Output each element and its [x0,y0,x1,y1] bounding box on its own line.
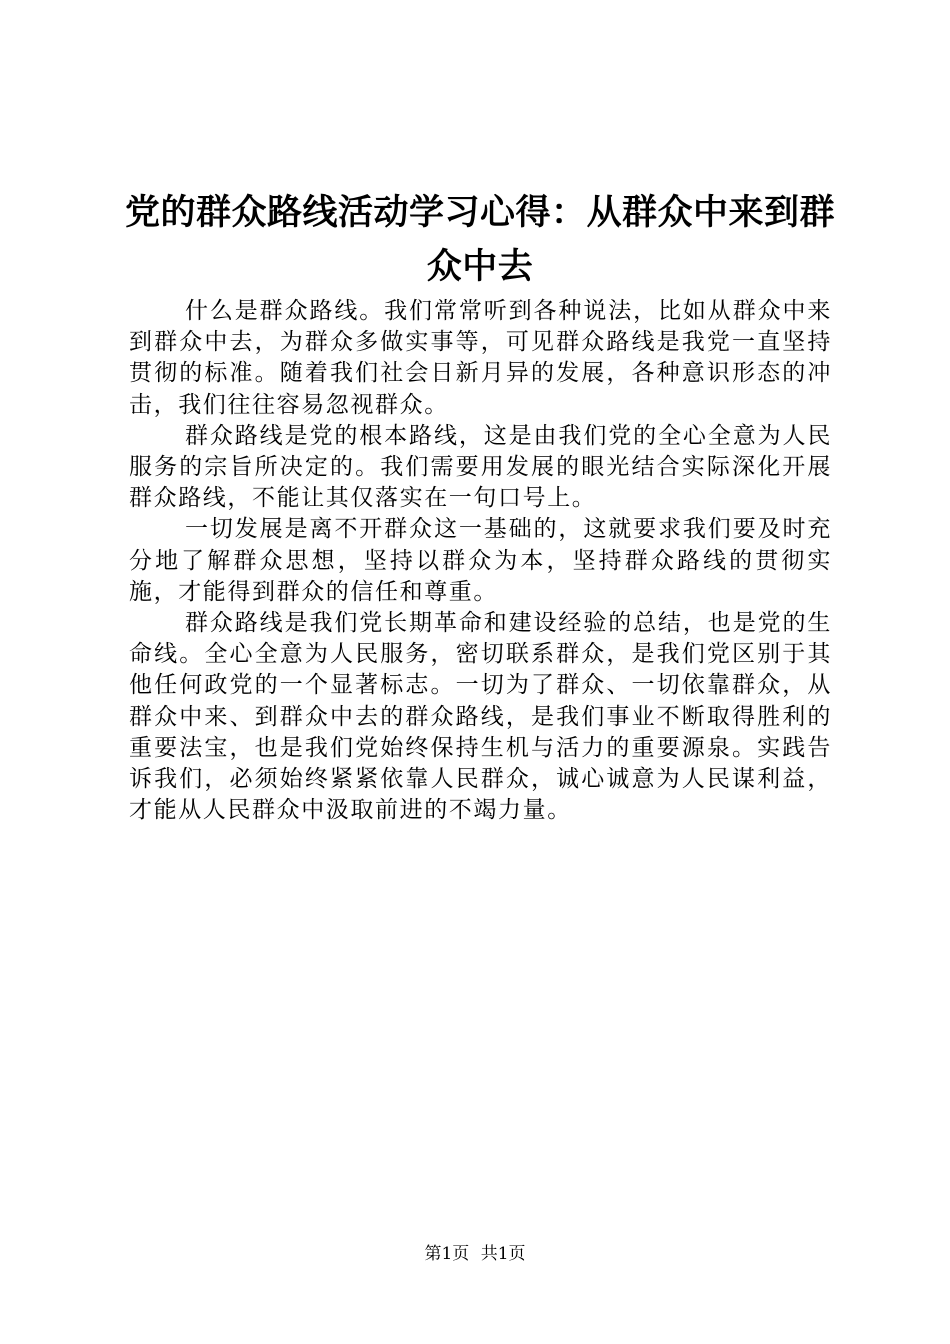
paragraph-2: 群众路线是党的根本路线，这是由我们党的全心全意为人民服务的宗旨所决定的。我们需要用发展的眼光结合实际深化开展群众路线，不能让其仅落实在一句口号上。 [129,422,832,512]
paragraph-4: 群众路线是我们党长期革命和建设经验的总结，也是党的生命线。全心全意为人民服务，密切联系群众，是我们党区别于其他任何政党的一个显著标志。一切为了群众、一切依靠群众，从群众中来、到群众中去的群众路线，是我们事业不断取得胜利的重要法宝，也是我们党始终保持生机与活力的重要源泉。实践告诉我们，必须始终紧紧依靠人民群众，诚心诚意为人民谋利益，才能从人民群众中汲取前进的不竭力量。 [129,610,832,824]
document-title: 党的群众路线活动学习心得：从群众中来到群众中去 [124,193,835,287]
paragraph-3: 一切发展是离不开群众这一基础的，这就要求我们要及时充分地了解群众思想，坚持以群众为本，坚持群众路线的贯彻实施，才能得到群众的信任和尊重。 [129,516,832,605]
document-body [129,296,832,826]
page-total: 共1页 [480,1244,526,1264]
page-footer [0,1242,950,1266]
paragraph-1: 什么是群众路线。我们常常听到各种说法，比如从群众中来到群众中去，为群众多做实事等，可见群众路线是我党一直坚持贯彻的标准。随着我们社会日新月异的发展，各种意识形态的冲击，我们往往容易忽视群众。 [129,298,832,418]
page-number: 第1页 [424,1244,470,1264]
